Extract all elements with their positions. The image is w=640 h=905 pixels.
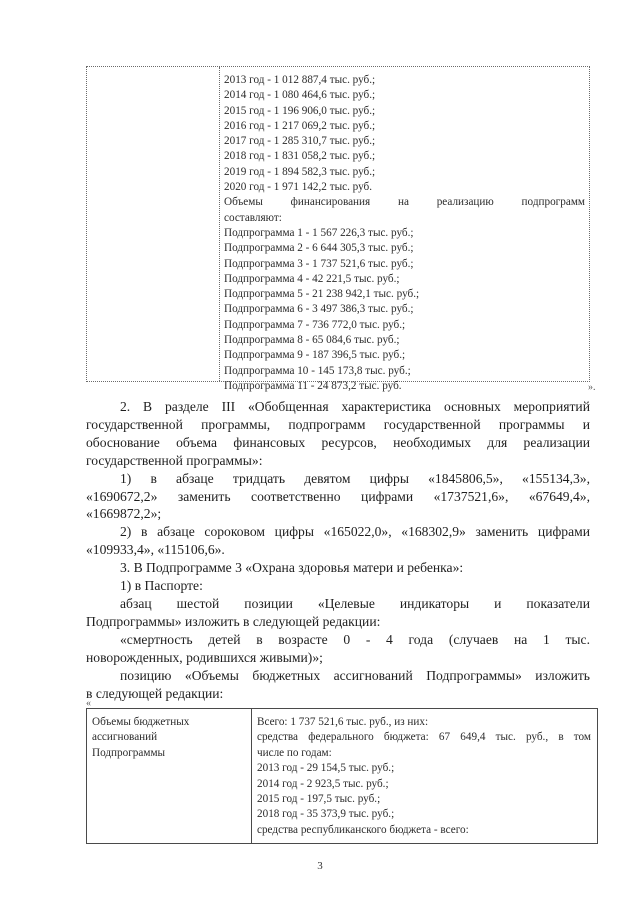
subprogram-line: Подпрограмма 3 - 1 737 521,6 тыс. руб.; [224, 257, 414, 270]
page-number: 3 [317, 860, 323, 872]
republic-line: средства республиканского бюджета - всего: [257, 823, 469, 836]
subprogram-line: Подпрограмма 2 - 6 644 305,3 тыс. руб.; [224, 242, 414, 255]
year-line: 2018 год - 1 831 058,2 тыс. руб.; [224, 150, 376, 163]
budget-allocations-table [86, 708, 598, 844]
paragraph-line: «1669872,2»; [86, 506, 162, 522]
subprogram-line: Подпрограмма 11 - 24 873,2 тыс. руб. [224, 379, 402, 392]
year-line: 2015 год - 197,5 тыс. руб.; [257, 793, 381, 806]
paragraph-line: новорожденных, родившихся живыми)»; [86, 649, 323, 665]
paragraph-line: обоснование объема финансовых ресурсов, необходимых для реализации [86, 434, 590, 450]
year-line: 2020 год - 1 971 142,2 тыс. руб. [224, 181, 373, 194]
paragraph-mortality: «смертность детей в возрасте 0 - 4 года (случаев на 1 тыс. [120, 631, 590, 647]
year-line: 2019 год - 1 894 582,3 тыс. руб.; [224, 165, 376, 178]
year-line: 2014 год - 1 080 464,6 тыс. руб.; [224, 89, 376, 102]
subprogram-line: Подпрограмма 10 - 145 173,8 тыс. руб.; [224, 364, 411, 377]
financing-cell [224, 73, 585, 394]
subprogram-line: Подпрограмма 1 - 1 567 226,3 тыс. руб.; [224, 226, 414, 239]
financing-table-continuation [86, 66, 590, 392]
subprogram-line: Подпрограмма 8 - 65 084,6 тыс. руб.; [224, 334, 400, 347]
paragraph-section-3: 2. В разделе III «Обобщенная характеристика основных мероприятий [120, 399, 590, 414]
year-line: 2013 год - 29 154,5 тыс. руб.; [257, 762, 395, 775]
year-line: 2014 год - 2 923,5 тыс. руб.; [257, 777, 389, 790]
subprogram-line: Подпрограмма 6 - 3 497 386,3 тыс. руб.; [224, 303, 414, 316]
subprogram-line: Подпрограмма 9 - 187 396,5 тыс. руб.; [224, 349, 406, 362]
year-line: 2017 год - 1 285 310,7 тыс. руб.; [224, 135, 376, 148]
subprogram-line: Подпрограмма 5 - 21 238 942,1 тыс. руб.; [224, 288, 420, 301]
label-line: ассигнований [92, 731, 158, 744]
year-line: 2018 год - 35 373,9 тыс. руб.; [257, 808, 395, 821]
subprograms-intro: Объемы финансирования на реализацию подпрограмм [224, 196, 585, 209]
subprogram-line: Подпрограмма 4 - 42 221,5 тыс. руб.; [224, 272, 400, 285]
table-column-divider [251, 709, 252, 843]
federal-line: средства федерального бюджета: 67 649,4 тыс. руб., в том [257, 731, 591, 744]
paragraph-line: в следующей редакции: [86, 685, 224, 701]
year-line: 2013 год - 1 012 887,4 тыс. руб.; [224, 74, 376, 86]
paragraph-line: государственной программы, подпрограмм государственной программы и [86, 416, 590, 432]
table-value-cell [257, 715, 591, 838]
subprograms-intro-cont: составляют: [224, 211, 282, 224]
paragraph-line: «109933,4», «115106,6». [86, 542, 225, 558]
paragraph-line: Подпрограммы» изложить в следующей редакции: [86, 613, 381, 629]
document-body [86, 398, 590, 702]
subprogram-line: Подпрограмма 7 - 736 772,0 тыс. руб.; [224, 318, 406, 331]
table-column-divider [219, 67, 220, 381]
closing-quote-mark: ». [588, 382, 596, 393]
paragraph-indicators: абзац шестой позиции «Целевые индикаторы и показатели [120, 595, 590, 611]
paragraph-line: государственной программы»: [86, 452, 263, 468]
label-line: Подпрограммы [92, 746, 166, 759]
opening-quote-mark: « [86, 698, 91, 709]
paragraph-position: позицию «Объемы бюджетных ассигнований Подпрограммы» изложить [120, 667, 590, 683]
item-1: 1) в абзаце тридцать девятом цифры «1845806,5», «155134,3», [120, 470, 590, 486]
year-line: 2016 год - 1 217 069,2 тыс. руб.; [224, 119, 376, 132]
table-label-cell [92, 715, 246, 761]
item-passport: 1) в Паспорте: [120, 578, 203, 594]
paragraph-line: «1690672,2» заменить соответственно цифрами «1737521,6», «67649,4», [86, 488, 590, 504]
federal-line-cont: числе по годам: [257, 746, 332, 759]
label-line: Объемы бюджетных [92, 716, 190, 728]
total-line: Всего: 1 737 521,6 тыс. руб., из них: [257, 716, 429, 728]
year-line: 2015 год - 1 196 906,0 тыс. руб.; [224, 104, 376, 117]
paragraph-subprogram-3: 3. В Подпрограмме 3 «Охрана здоровья матери и ребенка»: [120, 560, 464, 576]
item-2: 2) в абзаце сороковом цифры «165022,0», «168302,9» заменить цифрами [120, 524, 590, 540]
